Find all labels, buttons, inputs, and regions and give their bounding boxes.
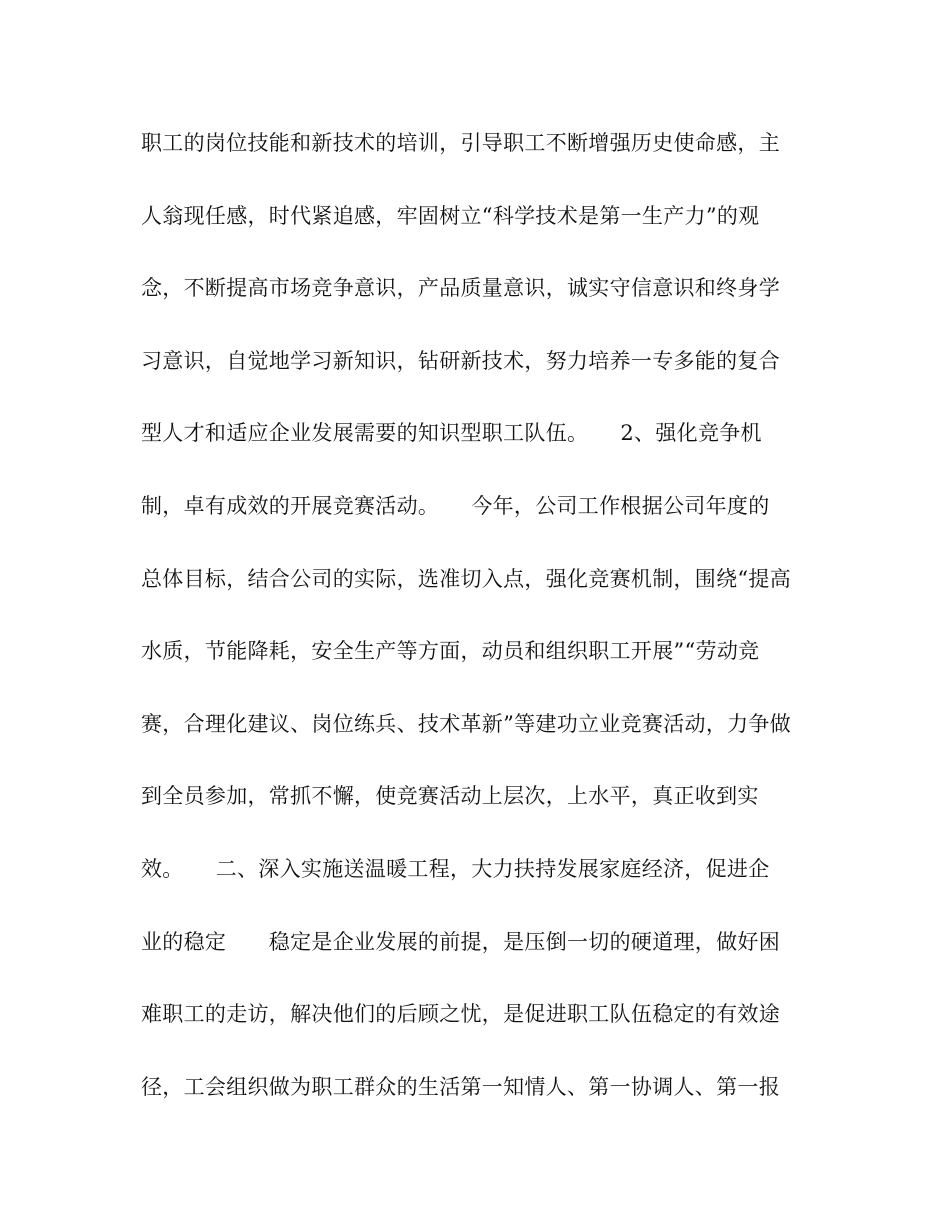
text-line: 制，卓有成效的开展竞赛活动。 今年，公司工作根据公司年度的 xyxy=(141,493,770,518)
text-line: 型人才和适应企业发展需要的知识型职工队伍。 2、强化竞争机 xyxy=(141,421,762,446)
text-line: 职工的岗位技能和新技术的培训，引导职工不断增强历史使命感，主 xyxy=(141,131,780,155)
text-line: 赛，合理化建议、岗位练兵、技术革新”等建功立业竞赛活动，力争做 xyxy=(141,711,792,736)
text-line: 人翁现任感，时代紧追感，牢固树立“科学技术是第一生产力”的观 xyxy=(141,203,760,228)
text-line: 总体目标，结合公司的实际，选准切入点，强化竞赛机制，围绕“提高 xyxy=(141,566,792,591)
body-text xyxy=(141,125,811,1141)
text-line: 水质，节能降耗，安全生产等方面，动员和组织职工开展”“劳动竞 xyxy=(141,639,760,664)
text-line: 效。 二、深入实施送温暖工程，大力扶持发展家庭经济，促进企 xyxy=(141,856,770,881)
text-line: 念，不断提高市场竞争意识，产品质量意识，诚实守信意识和终身学 xyxy=(141,276,780,301)
text-line: 业的稳定 稳定是企业发展的前提，是压倒一切的硬道理，做好困 xyxy=(141,929,780,954)
text-line: 径，工会组织做为职工群众的生活第一知情人、第一协调人、第一报 xyxy=(141,1074,780,1099)
text-line: 到全员参加，常抓不懈，使竞赛活动上层次，上水平，真正收到实 xyxy=(141,784,759,809)
text-line: 难职工的走访，解决他们的后顾之忧，是促进职工队伍稳定的有效途 xyxy=(141,1002,780,1027)
text-line: 习意识，自觉地学习新知识，钻研新技术，努力培养一专多能的复合 xyxy=(141,348,780,373)
